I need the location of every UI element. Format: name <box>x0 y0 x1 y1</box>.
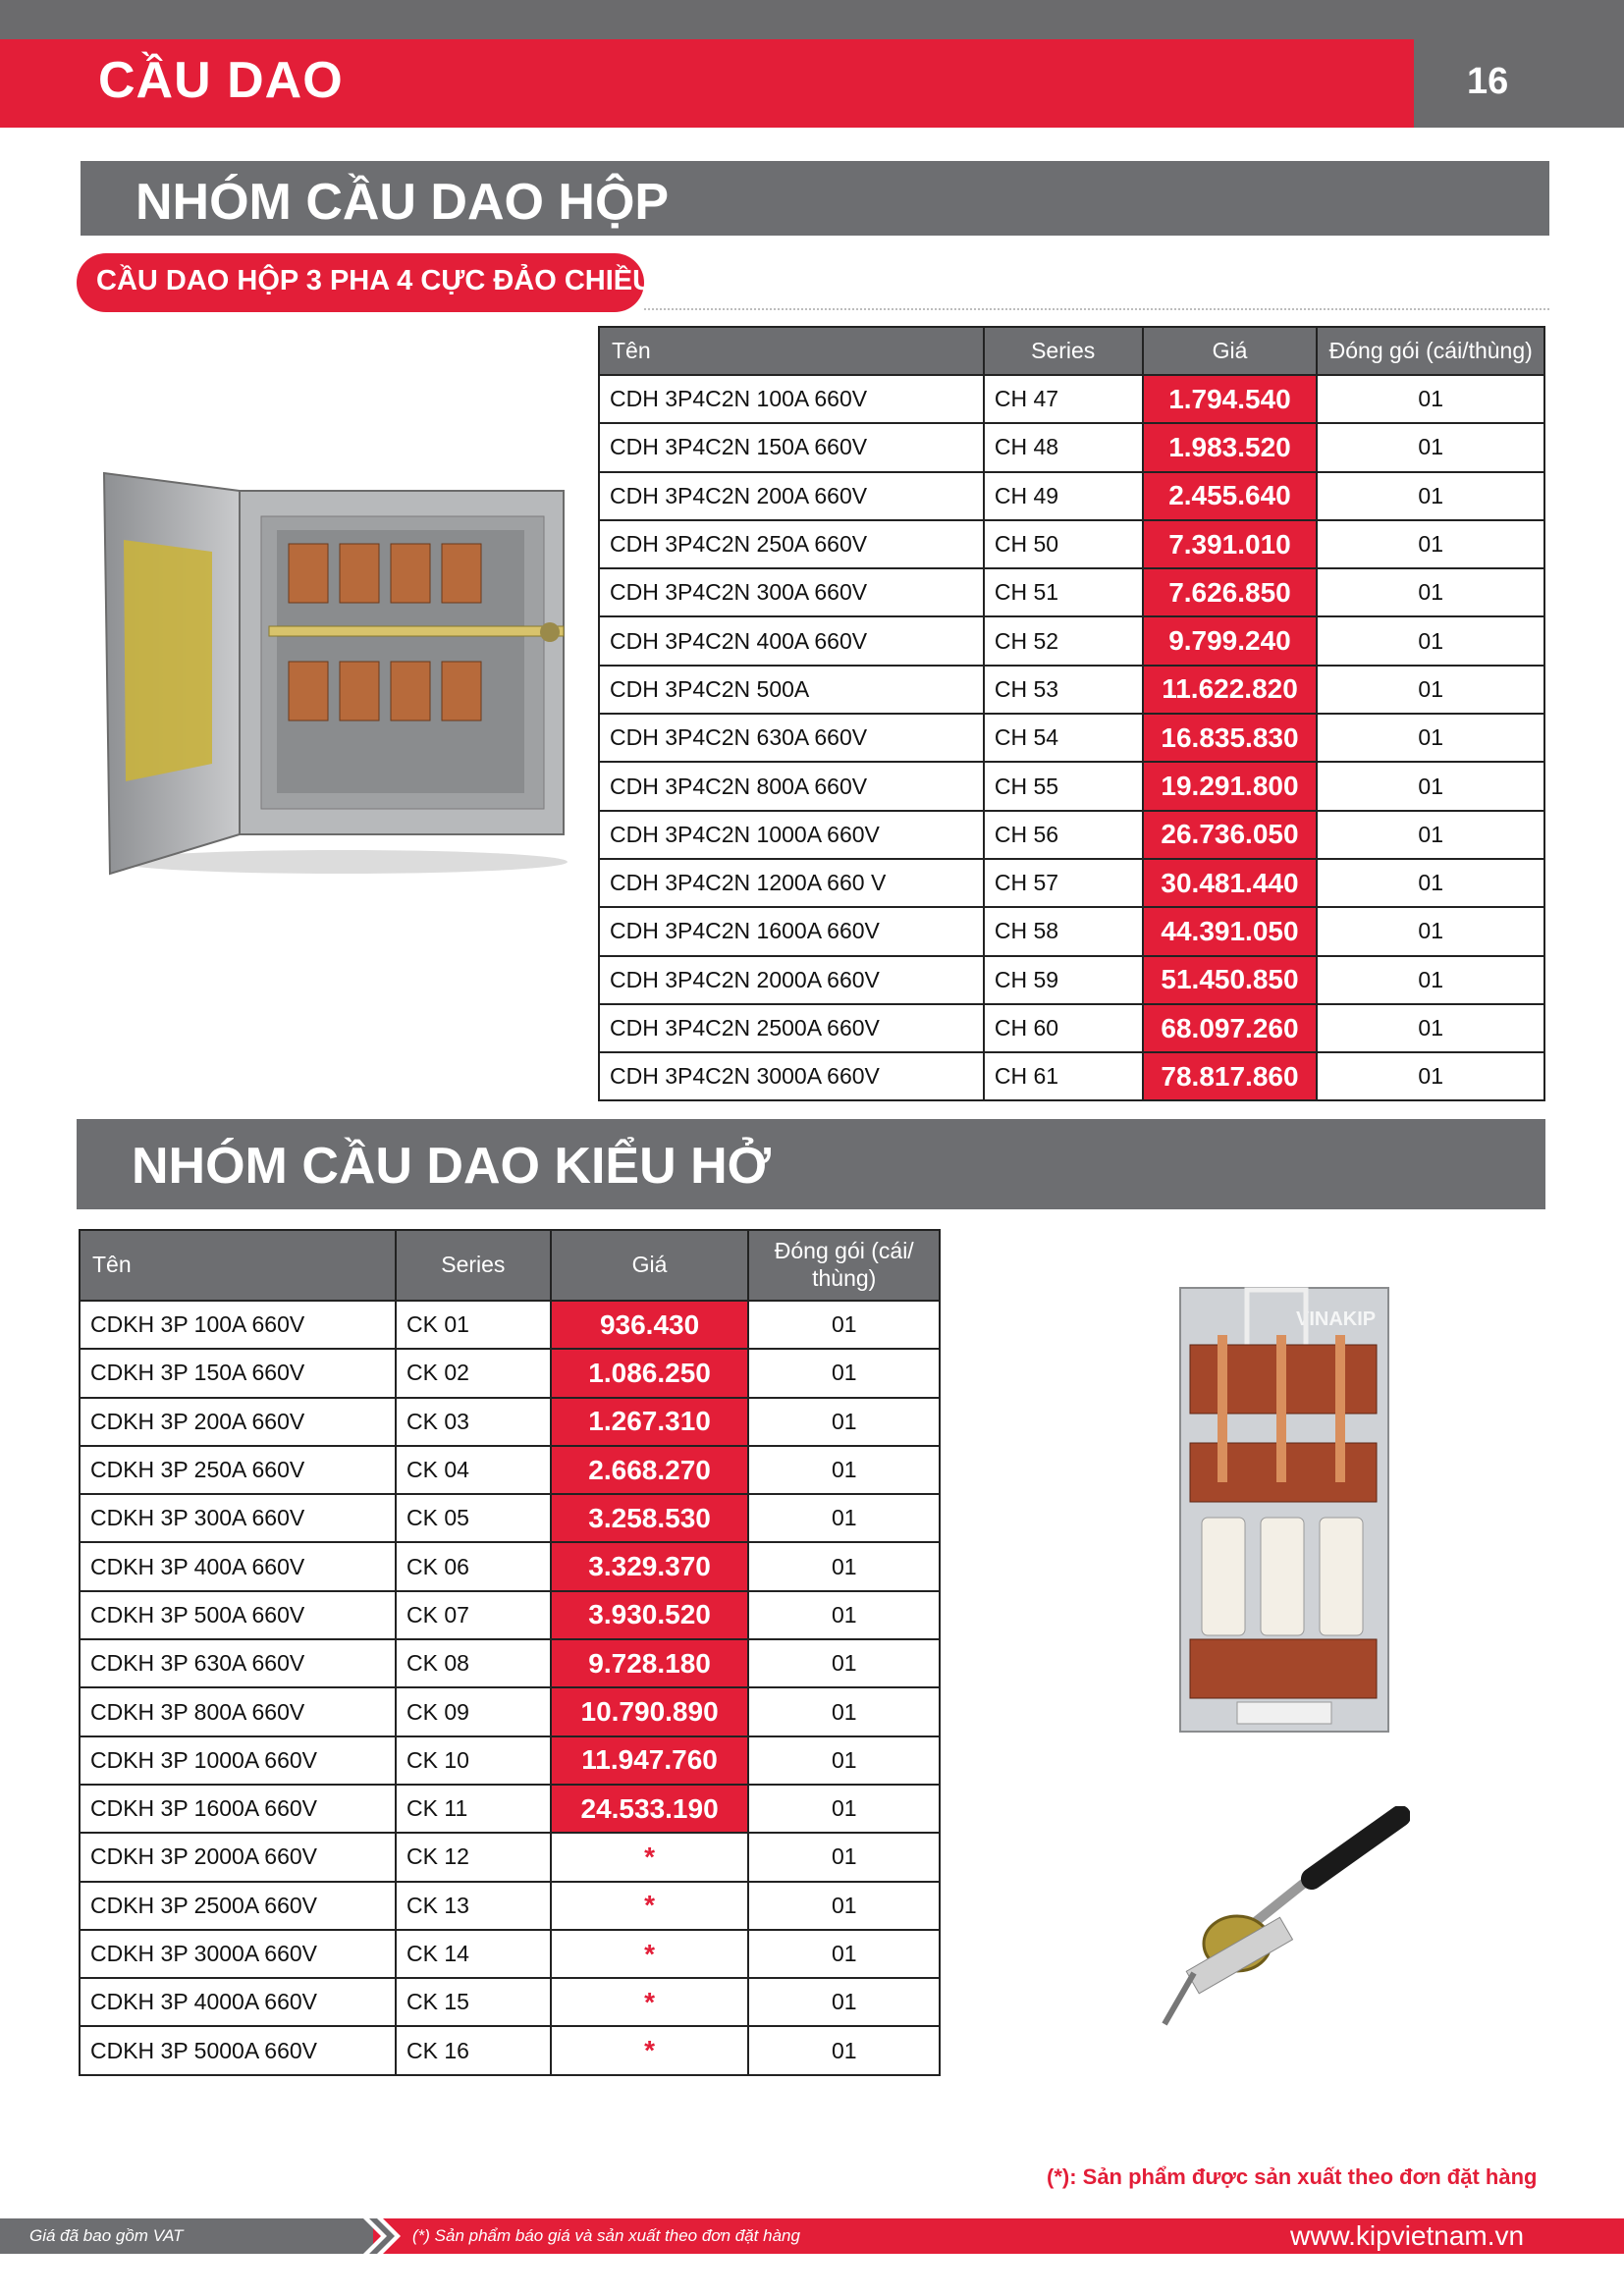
series-cell: CH 52 <box>984 616 1143 665</box>
table-row <box>80 1591 940 1639</box>
product-name-cell: CDH 3P4C2N 630A 660V <box>599 714 984 762</box>
pack-cell: 01 <box>748 1978 940 2026</box>
pack-cell: 01 <box>748 1687 940 1735</box>
table-row <box>80 1930 940 1978</box>
pack-cell: 01 <box>1317 616 1544 665</box>
price-cell: 44.391.050 <box>1143 907 1318 955</box>
product-name-cell: CDKH 3P 2000A 660V <box>80 1833 396 1881</box>
series-cell: CK 11 <box>396 1785 551 1833</box>
table-row <box>599 907 1544 955</box>
price-cell: 7.626.850 <box>1143 568 1318 616</box>
pack-cell: 01 <box>1317 811 1544 859</box>
pack-cell: 01 <box>1317 762 1544 810</box>
pack-cell: 01 <box>1317 375 1544 423</box>
product-name-cell: CDKH 3P 2500A 660V <box>80 1882 396 1930</box>
product-name-cell: CDKH 3P 250A 660V <box>80 1446 396 1494</box>
table-row <box>80 1687 940 1735</box>
price-cell: 2.668.270 <box>551 1446 749 1494</box>
series-cell: CK 08 <box>396 1639 551 1687</box>
section-title: NHÓM CẦU DAO KIỂU HỞ <box>132 1138 772 1195</box>
price-cell: 19.291.800 <box>1143 762 1318 810</box>
product-name-cell: CDH 3P4C2N 800A 660V <box>599 762 984 810</box>
pack-cell: 01 <box>748 1494 940 1542</box>
series-cell: CK 10 <box>396 1736 551 1785</box>
table-row <box>80 1349 940 1397</box>
price-cell: 3.258.530 <box>551 1494 749 1542</box>
pack-cell: 01 <box>748 1833 940 1881</box>
pack-cell: 01 <box>1317 568 1544 616</box>
table-row <box>599 423 1544 471</box>
pack-cell: 01 <box>748 1349 940 1397</box>
product-name-cell: CDH 3P4C2N 100A 660V <box>599 375 984 423</box>
series-cell: CH 47 <box>984 375 1143 423</box>
series-cell: CK 09 <box>396 1687 551 1735</box>
pack-cell: 01 <box>1317 1052 1544 1100</box>
product-name-cell: CDKH 3P 400A 660V <box>80 1542 396 1590</box>
pack-cell: 01 <box>1317 666 1544 714</box>
col-header-pack: Đóng gói (cái/ thùng) <box>748 1230 940 1301</box>
top-strip <box>0 0 1624 39</box>
product-name-cell: CDKH 3P 630A 660V <box>80 1639 396 1687</box>
pack-cell: 01 <box>748 1930 940 1978</box>
price-cell: * <box>551 1930 749 1978</box>
series-cell: CK 13 <box>396 1882 551 1930</box>
section-title: NHÓM CẦU DAO HỘP <box>135 174 670 231</box>
table-row <box>80 1398 940 1446</box>
product-name-cell: CDH 3P4C2N 500A <box>599 666 984 714</box>
table-row <box>599 1052 1544 1100</box>
pack-cell: 01 <box>748 1591 940 1639</box>
col-header-series: Series <box>396 1230 551 1301</box>
table-row <box>80 1494 940 1542</box>
table-row <box>80 1542 940 1590</box>
price-cell: 9.728.180 <box>551 1639 749 1687</box>
price-cell: 1.086.250 <box>551 1349 749 1397</box>
table-row <box>80 1639 940 1687</box>
website-link[interactable]: www.kipvietnam.vn <box>1290 2220 1525 2251</box>
product-name-cell: CDKH 3P 800A 660V <box>80 1687 396 1735</box>
pack-cell: 01 <box>748 1398 940 1446</box>
pack-cell: 01 <box>1317 472 1544 520</box>
product-name-cell: CDKH 3P 3000A 660V <box>80 1930 396 1978</box>
price-cell: 936.430 <box>551 1301 749 1349</box>
pack-cell: 01 <box>1317 423 1544 471</box>
price-cell: 3.329.370 <box>551 1542 749 1590</box>
product-name-cell: CDH 3P4C2N 2000A 660V <box>599 956 984 1004</box>
table-row <box>599 616 1544 665</box>
series-cell: CK 16 <box>396 2026 551 2074</box>
series-cell: CH 61 <box>984 1052 1143 1100</box>
table-row <box>80 1882 940 1930</box>
pack-cell: 01 <box>748 2026 940 2074</box>
table-row <box>599 375 1544 423</box>
series-cell: CH 50 <box>984 520 1143 568</box>
footer-vat-note: Giá đã bao gồm VAT <box>29 2226 184 2245</box>
price-cell: 78.817.860 <box>1143 1052 1318 1100</box>
order-note: (*): Sản phẩm được sản xuất theo đơn đặt hàng <box>1047 2164 1538 2189</box>
product-name-cell: CDH 3P4C2N 1000A 660V <box>599 811 984 859</box>
series-cell: CH 51 <box>984 568 1143 616</box>
table-row <box>80 1833 940 1881</box>
pack-cell: 01 <box>1317 714 1544 762</box>
price-cell: 1.983.520 <box>1143 423 1318 471</box>
pack-cell: 01 <box>748 1785 940 1833</box>
price-cell: 51.450.850 <box>1143 956 1318 1004</box>
series-cell: CH 59 <box>984 956 1143 1004</box>
series-cell: CH 54 <box>984 714 1143 762</box>
product-name-cell: CDKH 3P 500A 660V <box>80 1591 396 1639</box>
table-row <box>80 1446 940 1494</box>
price-cell: 11.947.760 <box>551 1736 749 1785</box>
chevron-right-icon <box>363 2218 403 2254</box>
pack-cell: 01 <box>748 1639 940 1687</box>
price-cell: 2.455.640 <box>1143 472 1318 520</box>
price-cell: 68.097.260 <box>1143 1004 1318 1052</box>
price-cell: * <box>551 1833 749 1881</box>
series-cell: CK 06 <box>396 1542 551 1590</box>
pack-cell: 01 <box>748 1446 940 1494</box>
price-cell: 1.794.540 <box>1143 375 1318 423</box>
dotted-divider <box>644 308 1549 310</box>
table-row <box>80 1301 940 1349</box>
open-switch-price-table <box>79 1229 941 2076</box>
col-header-name: Tên <box>80 1230 396 1301</box>
product-name-cell: CDH 3P4C2N 300A 660V <box>599 568 984 616</box>
page-number-box <box>1414 39 1624 128</box>
product-name-cell: CDKH 3P 150A 660V <box>80 1349 396 1397</box>
series-cell: CK 05 <box>396 1494 551 1542</box>
table-row <box>599 956 1544 1004</box>
pack-cell: 01 <box>748 1736 940 1785</box>
price-cell: 26.736.050 <box>1143 811 1318 859</box>
product-name-cell: CDKH 3P 300A 660V <box>80 1494 396 1542</box>
price-cell: 3.930.520 <box>551 1591 749 1639</box>
col-header-pack: Đóng gói (cái/thùng) <box>1317 327 1544 375</box>
price-cell: 24.533.190 <box>551 1785 749 1833</box>
pack-cell: 01 <box>1317 1004 1544 1052</box>
price-cell: 1.267.310 <box>551 1398 749 1446</box>
price-cell: * <box>551 1882 749 1930</box>
table-row <box>599 520 1544 568</box>
section-header-open-switch <box>77 1119 1545 1209</box>
col-header-price: Giá <box>1143 327 1318 375</box>
series-cell: CK 04 <box>396 1446 551 1494</box>
price-cell: * <box>551 2026 749 2074</box>
series-cell: CK 02 <box>396 1349 551 1397</box>
switch-handle-image <box>1155 1806 1410 2032</box>
col-header-series: Series <box>984 327 1143 375</box>
open-knife-switch-image <box>1178 1286 1390 1734</box>
product-name-cell: CDKH 3P 200A 660V <box>80 1398 396 1446</box>
series-cell: CK 15 <box>396 1978 551 2026</box>
table-row <box>80 1978 940 2026</box>
table-row <box>80 1785 940 1833</box>
product-name-cell: CDKH 3P 1600A 660V <box>80 1785 396 1833</box>
series-cell: CH 48 <box>984 423 1143 471</box>
table-row <box>599 714 1544 762</box>
page-number: 16 <box>1467 61 1509 102</box>
brand-mark: VINAKIP <box>1296 1308 1377 1330</box>
series-cell: CH 56 <box>984 811 1143 859</box>
product-name-cell: CDH 3P4C2N 200A 660V <box>599 472 984 520</box>
series-cell: CH 57 <box>984 859 1143 907</box>
pack-cell: 01 <box>1317 859 1544 907</box>
pack-cell: 01 <box>1317 907 1544 955</box>
series-cell: CH 53 <box>984 666 1143 714</box>
series-cell: CK 01 <box>396 1301 551 1349</box>
series-cell: CH 60 <box>984 1004 1143 1052</box>
table-row <box>599 472 1544 520</box>
product-name-cell: CDH 3P4C2N 1200A 660 V <box>599 859 984 907</box>
pack-cell: 01 <box>1317 956 1544 1004</box>
table-row <box>80 2026 940 2074</box>
series-cell: CK 12 <box>396 1833 551 1881</box>
table-row <box>599 1004 1544 1052</box>
series-cell: CK 14 <box>396 1930 551 1978</box>
col-header-name: Tên <box>599 327 984 375</box>
price-cell: 11.622.820 <box>1143 666 1318 714</box>
product-name-cell: CDH 3P4C2N 2500A 660V <box>599 1004 984 1052</box>
product-name-cell: CDH 3P4C2N 400A 660V <box>599 616 984 665</box>
enclosed-switch-box-image <box>96 469 581 880</box>
table-row <box>599 811 1544 859</box>
table-row <box>80 1736 940 1785</box>
series-cell: CH 49 <box>984 472 1143 520</box>
series-cell: CH 58 <box>984 907 1143 955</box>
table-row <box>599 762 1544 810</box>
pack-cell: 01 <box>748 1542 940 1590</box>
product-name-cell: CDH 3P4C2N 3000A 660V <box>599 1052 984 1100</box>
series-cell: CK 03 <box>396 1398 551 1446</box>
price-cell: 10.790.890 <box>551 1687 749 1735</box>
table-row <box>599 568 1544 616</box>
table-row <box>599 859 1544 907</box>
subsection-pill: CẦU DAO HỘP 3 PHA 4 CỰC ĐẢO CHIỀU <box>77 253 644 312</box>
price-cell: 9.799.240 <box>1143 616 1318 665</box>
series-cell: CK 07 <box>396 1591 551 1639</box>
product-name-cell: CDH 3P4C2N 250A 660V <box>599 520 984 568</box>
product-name-cell: CDH 3P4C2N 1600A 660V <box>599 907 984 955</box>
col-header-price: Giá <box>551 1230 749 1301</box>
price-cell: * <box>551 1978 749 2026</box>
product-name-cell: CDKH 3P 5000A 660V <box>80 2026 396 2074</box>
table-row <box>599 666 1544 714</box>
footer-order-note: (*) Sản phẩm báo giá và sản xuất theo đơn đặt hàng <box>412 2226 800 2245</box>
pack-cell: 01 <box>748 1301 940 1349</box>
pack-cell: 01 <box>748 1882 940 1930</box>
product-name-cell: CDKH 3P 4000A 660V <box>80 1978 396 2026</box>
product-name-cell: CDH 3P4C2N 150A 660V <box>599 423 984 471</box>
section-header-box-switch <box>81 161 1549 236</box>
series-cell: CH 55 <box>984 762 1143 810</box>
page-title: CẦU DAO <box>98 52 344 109</box>
price-cell: 16.835.830 <box>1143 714 1318 762</box>
product-name-cell: CDKH 3P 1000A 660V <box>80 1736 396 1785</box>
price-cell: 7.391.010 <box>1143 520 1318 568</box>
product-name-cell: CDKH 3P 100A 660V <box>80 1301 396 1349</box>
price-cell: 30.481.440 <box>1143 859 1318 907</box>
pack-cell: 01 <box>1317 520 1544 568</box>
box-switch-price-table <box>598 326 1545 1101</box>
